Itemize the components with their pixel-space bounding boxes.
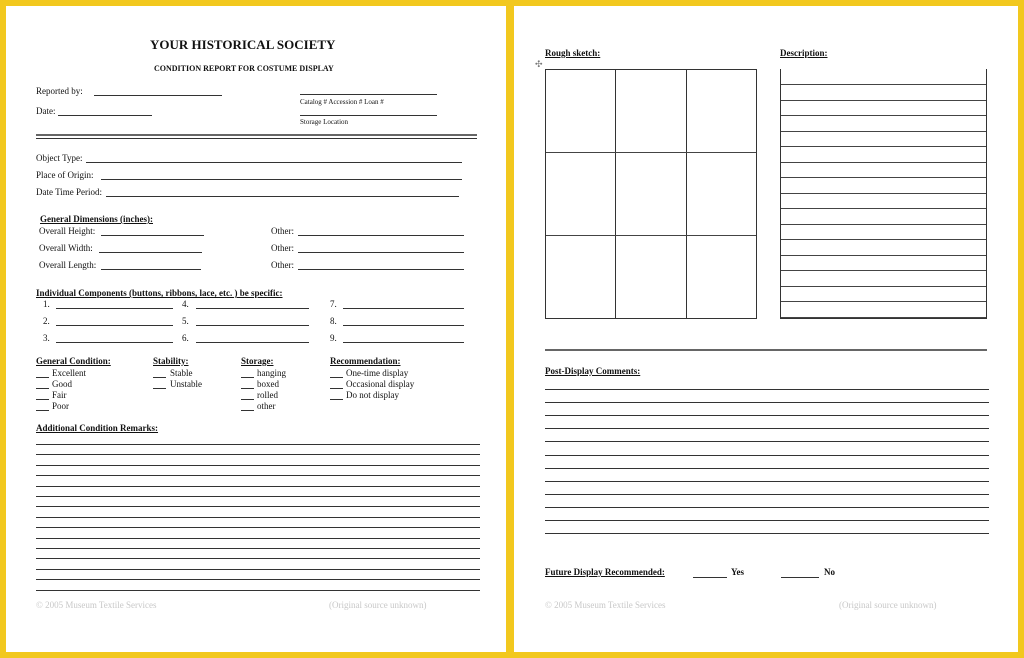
grid-line [546, 152, 756, 153]
writing-line[interactable] [545, 455, 989, 456]
component-field[interactable] [196, 325, 309, 326]
writing-line[interactable] [36, 444, 480, 445]
condition-checkbox[interactable] [36, 388, 49, 389]
condition-option: Poor [52, 401, 70, 411]
sketch-grid[interactable] [545, 69, 757, 319]
writing-line[interactable] [545, 389, 989, 390]
description-line [781, 131, 986, 132]
storage-heading: Storage: [241, 356, 274, 366]
writing-line[interactable] [545, 481, 989, 482]
move-handle-icon[interactable]: ✣ [535, 59, 543, 69]
writing-line[interactable] [36, 506, 480, 507]
stability-option: Unstable [170, 379, 202, 389]
component-number: 6. [182, 333, 189, 343]
section-divider [545, 349, 987, 351]
condition-checkbox[interactable] [36, 377, 49, 378]
stability-checkbox[interactable] [153, 388, 166, 389]
storage-checkbox[interactable] [241, 377, 254, 378]
reported-by-label: Reported by: [36, 86, 83, 96]
writing-line[interactable] [36, 538, 480, 539]
yes-checkbox[interactable] [693, 577, 727, 578]
storage-checkbox[interactable] [241, 399, 254, 400]
stability-heading: Stability: [153, 356, 189, 366]
overall-width-field[interactable] [99, 252, 202, 253]
other-label: Other: [271, 260, 294, 270]
storage-option: hanging [257, 368, 286, 378]
object-type-label: Object Type: [36, 153, 83, 163]
other-label: Other: [271, 243, 294, 253]
writing-line[interactable] [545, 441, 989, 442]
writing-line[interactable] [36, 558, 480, 559]
writing-line[interactable] [36, 527, 480, 528]
description-box[interactable] [780, 69, 987, 319]
writing-line[interactable] [545, 520, 989, 521]
description-line [781, 115, 986, 116]
component-field[interactable] [196, 342, 309, 343]
description-line [781, 162, 986, 163]
description-line [781, 317, 986, 318]
description-line [781, 301, 986, 302]
recommendation-option: Occasional display [346, 379, 415, 389]
footer-source: (Original source unknown) [329, 600, 427, 610]
writing-line[interactable] [36, 486, 480, 487]
other-label: Other: [271, 226, 294, 236]
date-time-period-field[interactable] [106, 196, 459, 197]
component-number: 1. [43, 299, 50, 309]
date-field[interactable] [58, 115, 152, 116]
writing-line[interactable] [545, 415, 989, 416]
component-field[interactable] [56, 325, 173, 326]
place-of-origin-field[interactable] [101, 179, 462, 180]
section-divider [36, 134, 477, 136]
condition-checkbox[interactable] [36, 410, 49, 411]
component-number: 9. [330, 333, 337, 343]
overall-height-field[interactable] [101, 235, 204, 236]
rough-sketch-heading: Rough sketch: [545, 48, 601, 58]
description-line [781, 270, 986, 271]
recommendation-option: Do not display [346, 390, 399, 400]
society-title: YOUR HISTORICAL SOCIETY [150, 37, 336, 52]
component-number: 7. [330, 299, 337, 309]
storage-location-field[interactable] [300, 115, 437, 116]
yes-label: Yes [731, 567, 744, 577]
other-field[interactable] [298, 235, 464, 236]
stability-option: Stable [170, 368, 193, 378]
components-heading: Individual Components (buttons, ribbons, lace, etc. ) be specific: [36, 288, 283, 298]
footer-copyright: © 2005 Museum Textile Services [36, 600, 157, 610]
description-line [781, 239, 986, 240]
description-line [781, 146, 986, 147]
storage-checkbox[interactable] [241, 410, 254, 411]
component-number: 5. [182, 316, 189, 326]
grid-line [686, 70, 687, 318]
recommendation-checkbox[interactable] [330, 377, 343, 378]
other-field[interactable] [298, 252, 464, 253]
recommendation-option: One-time display [346, 368, 409, 378]
storage-option: boxed [257, 379, 279, 389]
writing-line[interactable] [36, 475, 480, 476]
report-subtitle: CONDITION REPORT FOR COSTUME DISPLAY [154, 64, 334, 73]
dimensions-heading: General Dimensions (inches): [40, 214, 153, 224]
condition-option: Good [52, 379, 72, 389]
no-label: No [824, 567, 835, 577]
description-heading: Description: [780, 48, 828, 58]
object-type-field[interactable] [86, 162, 462, 163]
overall-length-field[interactable] [101, 269, 201, 270]
component-number: 4. [182, 299, 189, 309]
section-divider-thin [36, 138, 477, 139]
grid-line [546, 235, 756, 236]
overall-width-label: Overall Width: [39, 243, 93, 253]
recommendation-heading: Recommendation: [330, 356, 401, 366]
no-checkbox[interactable] [781, 577, 819, 578]
description-line [781, 84, 986, 85]
component-field[interactable] [343, 342, 464, 343]
writing-line[interactable] [545, 507, 989, 508]
storage-option: rolled [257, 390, 278, 400]
component-field[interactable] [343, 325, 464, 326]
date-time-period-label: Date Time Period: [36, 187, 103, 197]
grid-line [615, 70, 616, 318]
form-page-left [6, 6, 506, 652]
other-field[interactable] [298, 269, 464, 270]
catalog-label: Catalog # Accession # Loan # [300, 98, 384, 106]
component-number: 3. [43, 333, 50, 343]
writing-line[interactable] [545, 468, 989, 469]
component-field[interactable] [196, 308, 309, 309]
writing-line[interactable] [36, 465, 480, 466]
component-field[interactable] [56, 342, 173, 343]
future-display-label: Future Display Recommended: [545, 567, 665, 577]
storage-location-label: Storage Location [300, 118, 349, 126]
writing-line[interactable] [545, 428, 989, 429]
description-line [781, 193, 986, 194]
storage-checkbox[interactable] [241, 388, 254, 389]
component-number: 2. [43, 316, 50, 326]
overall-height-label: Overall Height: [39, 226, 96, 236]
catalog-field[interactable] [300, 94, 437, 95]
description-line [781, 177, 986, 178]
reported-by-field[interactable] [94, 95, 222, 96]
writing-line[interactable] [545, 402, 989, 403]
description-line [781, 100, 986, 101]
footer-copyright: © 2005 Museum Textile Services [545, 600, 666, 610]
condition-option: Excellent [52, 368, 86, 378]
writing-line[interactable] [36, 569, 480, 570]
condition-checkbox[interactable] [36, 399, 49, 400]
condition-option: Fair [52, 390, 67, 400]
recommendation-checkbox[interactable] [330, 399, 343, 400]
component-field[interactable] [343, 308, 464, 309]
overall-length-label: Overall Length: [39, 260, 97, 270]
writing-line[interactable] [36, 496, 480, 497]
post-display-heading: Post-Display Comments: [545, 366, 641, 376]
storage-option: other [257, 401, 276, 411]
description-line [781, 255, 986, 256]
stability-checkbox[interactable] [153, 377, 166, 378]
writing-line[interactable] [36, 517, 480, 518]
writing-line[interactable] [545, 494, 989, 495]
form-page-right [514, 6, 1018, 652]
date-label: Date: [36, 106, 56, 116]
remarks-heading: Additional Condition Remarks: [36, 423, 159, 433]
writing-line[interactable] [36, 590, 480, 591]
description-line [781, 224, 986, 225]
description-line [781, 286, 986, 287]
recommendation-checkbox[interactable] [330, 388, 343, 389]
condition-heading: General Condition: [36, 356, 111, 366]
description-line [781, 208, 986, 209]
writing-line[interactable] [36, 454, 480, 455]
writing-line[interactable] [36, 548, 480, 549]
component-field[interactable] [56, 308, 173, 309]
writing-line[interactable] [36, 579, 480, 580]
writing-line[interactable] [545, 533, 989, 534]
component-number: 8. [330, 316, 337, 326]
place-of-origin-label: Place of Origin: [36, 170, 94, 180]
footer-source: (Original source unknown) [839, 600, 937, 610]
